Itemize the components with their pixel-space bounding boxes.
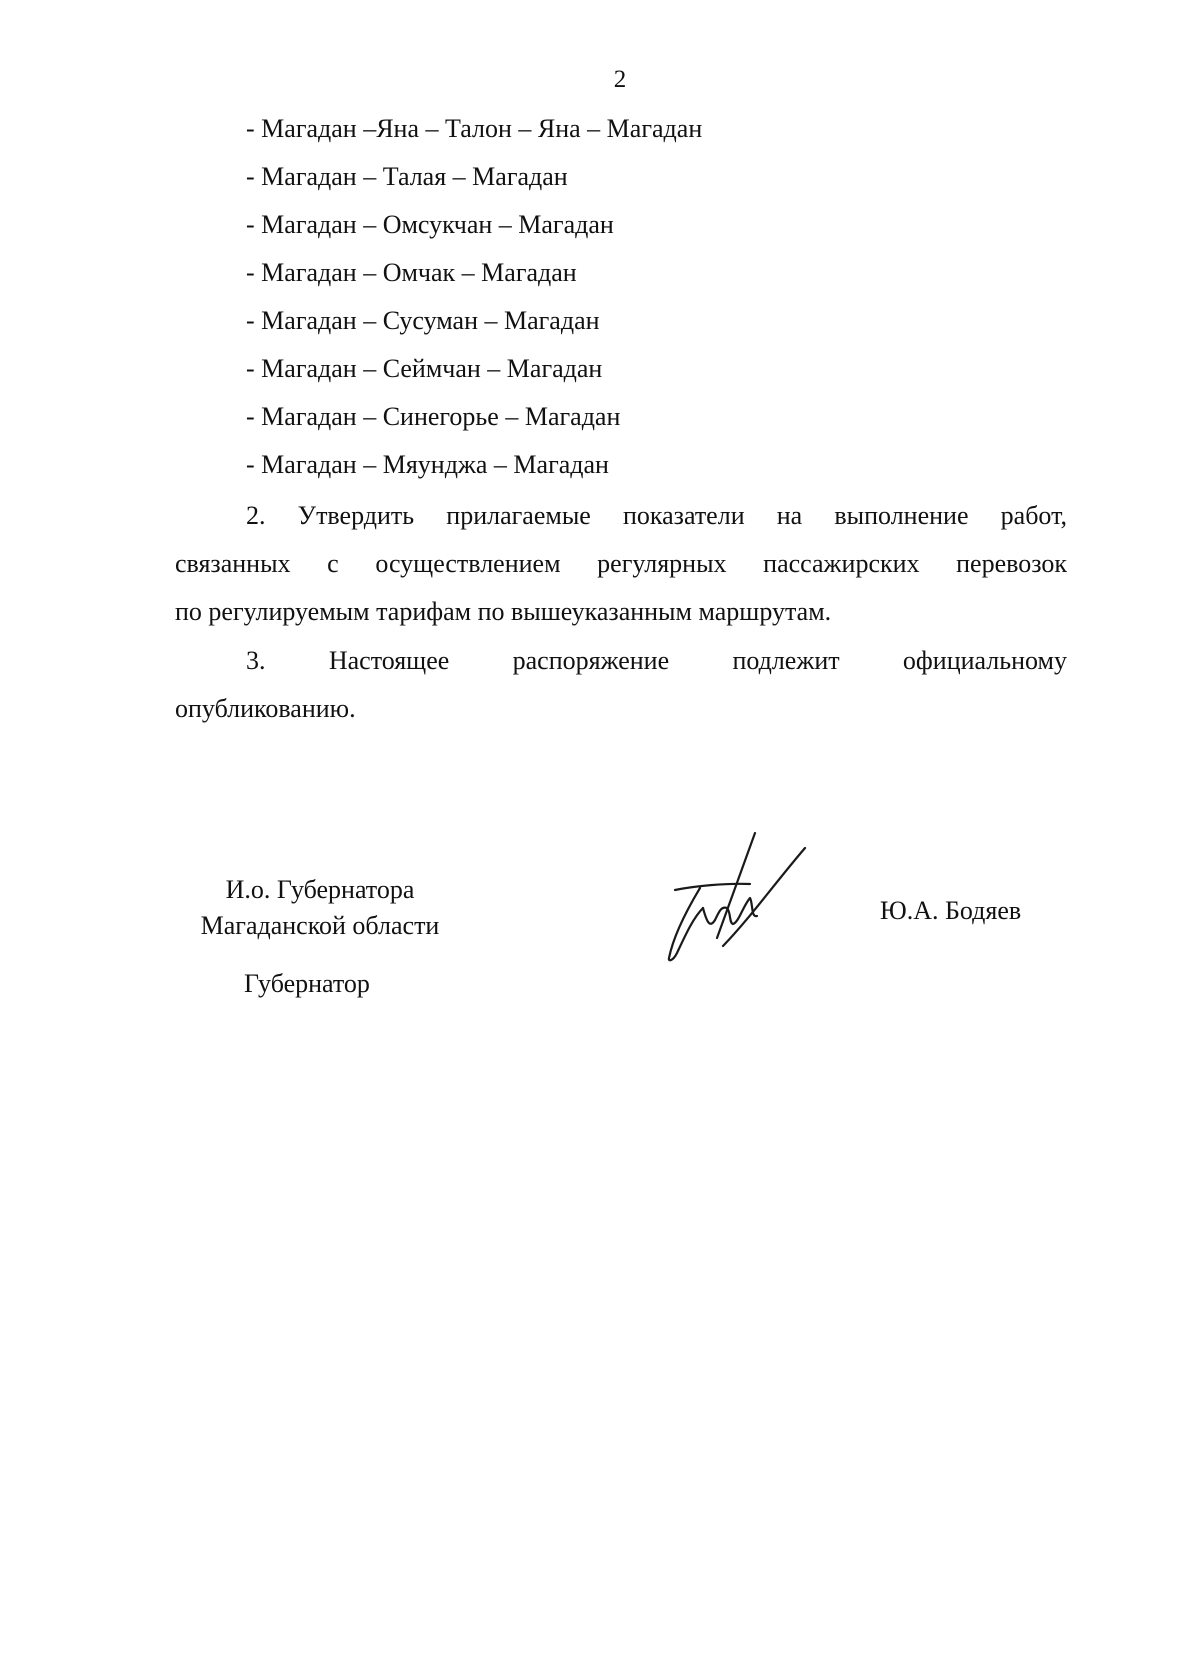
route-item: - Магадан – Омчак – Магадан [246,258,577,287]
route-list [246,105,702,489]
paragraph-line: 3. Настоящее распоряжение подлежит официальному [246,646,1067,675]
signatory-name: Ю.А. Бодяев [880,896,1022,925]
route-item: - Магадан –Яна – Талон – Яна – Магадан [246,114,703,143]
signatory-title-line: И.о. Губернатора [225,875,415,904]
paragraph-approve-indicators [175,492,1067,636]
paragraph-line: опубликованию. [175,694,356,723]
route-item: - Магадан – Синегорье – Магадан [246,402,621,431]
route-item: - Магадан – Омсукчан – Магадан [246,210,614,239]
route-item: - Магадан – Талая – Магадан [246,162,568,191]
paragraph-publication [175,637,1067,733]
signature-icon [655,828,815,963]
signatory-role: Губернатор [244,969,370,998]
page-number: 2 [613,66,627,93]
route-item: - Магадан – Мяунджа – Магадан [246,450,609,479]
paragraph-line: по регулируемым тарифам по вышеуказанным маршрутам. [175,597,832,626]
route-item: - Магадан – Сеймчан – Магадан [246,354,603,383]
signatory-title [175,872,465,944]
paragraph-line: 2. Утвердить прилагаемые показатели на выполнение работ, [246,501,1067,530]
signatory-title-line: Магаданской области [200,911,440,940]
route-item: - Магадан – Сусуман – Магадан [246,306,600,335]
paragraph-line: связанных с осуществлением регулярных пассажирских перевозок [175,549,1067,578]
